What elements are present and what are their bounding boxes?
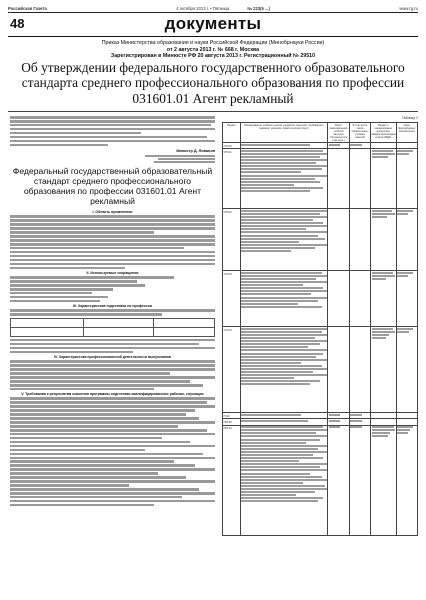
preamble-text (10, 116, 215, 146)
section-heading-3: III. Характеристика подготовки по профессии (73, 304, 152, 309)
right-column (222, 116, 418, 592)
section-4-text (10, 360, 215, 390)
table-row (223, 149, 418, 209)
left-column (10, 116, 215, 592)
curriculum-table (222, 122, 418, 536)
order-issuer: Приказ Министерства образования и науки Российской Федерации (Минобрнауки России) (101, 40, 325, 46)
section-rule (8, 36, 418, 37)
row-code: ПМ.01 (223, 425, 241, 535)
minister-signoff: Министр Д. Ливанов (176, 149, 215, 154)
standard-title: Федеральный государственный образовательный стандарт среднего профессионального образования по профессии 031601.01 Агент рекламный (12, 166, 213, 206)
table-row (223, 425, 418, 535)
col-header: Индекс (223, 123, 241, 143)
site-link[interactable]: www.rg.ru (399, 5, 418, 11)
headline-rule (8, 111, 418, 112)
section-1-text (10, 215, 215, 269)
table-row (223, 209, 418, 271)
order-registration: Зарегистрирован в Минюсте РФ 20 августа 2013 г. Регистрационный № 29510 (110, 53, 316, 60)
page-number: 48 (10, 16, 25, 31)
order-number: от 2 августа 2013 г. № 668 г. Москва (166, 46, 260, 53)
newspaper-header (8, 4, 418, 12)
col-header: Наименование учебных циклов, разделов, модулей, требования к знаниям, умениям, практическому опыту (240, 123, 328, 143)
section-heading-2: II. Используемые сокращения (86, 271, 139, 276)
col-header: Коды формируемых компетенций (396, 123, 417, 143)
table-header-row (223, 123, 418, 143)
newspaper-name: Российская Газета (8, 5, 47, 11)
row-code: ОП.01 (223, 149, 241, 209)
section-heading-1: I. Область применения (92, 210, 133, 215)
row-code: ПМ.00 (223, 419, 241, 425)
row-code: П.00 (223, 413, 241, 419)
section-heading-5: V. Требования к результатам освоения программы подготовки квалифицированных рабочих, служащих (21, 392, 204, 397)
section-heading-4: IV. Характеристика профессиональной деятельности выпускников (53, 355, 172, 360)
row-code: ОП.04 (223, 327, 241, 413)
issue-number: № 223(5 ...) (247, 5, 270, 11)
col-header: В том числе часов обязательных учебных занятий (349, 123, 370, 143)
col-header: Индекс и наименование дисциплин, междисциплинарных курсов (МДК) (371, 123, 396, 143)
issue-date: 4 октября 2013 г. • Пятница (176, 5, 230, 11)
table-caption: Таблица 2 (401, 116, 418, 120)
document-headline: Об утверждении федерального государственного образовательного стандарта среднего профессионального образования по профессии 031601.01 Агент рекламный (21, 60, 405, 106)
section-title: документы (164, 14, 262, 33)
training-terms-table (10, 318, 215, 337)
col-header: Всего максимальной учебной нагрузки обучающегося (час./нед.) (329, 123, 348, 142)
row-code: ОП.00 (223, 143, 241, 149)
section-3-notes (10, 339, 215, 353)
header-rule (8, 12, 418, 13)
section-2-text (10, 276, 215, 302)
approval-note (10, 155, 215, 163)
table-row (223, 271, 418, 327)
row-code: ОП.02 (223, 209, 241, 271)
section-5-text (10, 397, 215, 506)
table-row (223, 327, 418, 413)
order-block (30, 40, 396, 60)
section-3-text (10, 309, 215, 316)
row-code: ОП.03 (223, 271, 241, 327)
